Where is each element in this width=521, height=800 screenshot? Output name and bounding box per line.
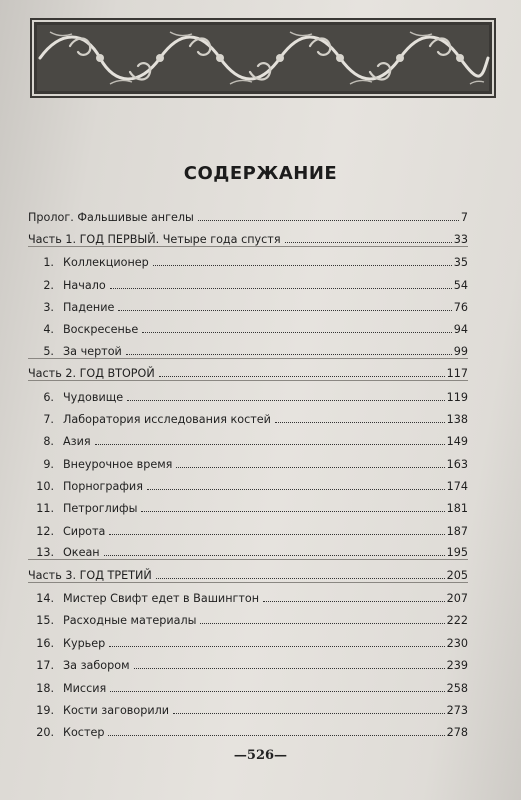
toc-entry-chapter-12[interactable] (28, 515, 468, 537)
toc-entry-number: 3. (43, 300, 54, 314)
dot-leader (275, 422, 445, 423)
toc-entry-page: 99 (453, 344, 468, 358)
toc-entry-number: 14. (36, 592, 54, 606)
toc-entry-label: Петроглифы (63, 502, 138, 516)
toc-entry-chapter-16[interactable] (28, 627, 468, 649)
toc-entry-label: Лаборатория исследования костей (63, 412, 271, 426)
toc-entry-label: Костер (63, 726, 105, 740)
toc-entry-number: 4. (43, 323, 54, 337)
toc-entry-number: 17. (36, 659, 54, 673)
toc-entry-page: 94 (453, 323, 468, 337)
toc-entry-page: 278 (446, 726, 468, 740)
toc-entry-number: 18. (36, 681, 54, 695)
dot-leader (285, 242, 452, 243)
toc-entry-label: Падение (63, 300, 115, 314)
toc-entry-chapter-19[interactable] (28, 695, 468, 717)
toc-entry-page: 239 (446, 659, 468, 673)
toc-entry-label: За забором (63, 659, 130, 673)
toc-entry-chapter-8[interactable] (28, 426, 468, 448)
toc-entry-label: Коллекционер (63, 256, 149, 270)
toc-entry-label: Расходные материалы (63, 614, 197, 628)
dot-leader (141, 511, 444, 512)
toc-entry-number: 10. (36, 480, 54, 494)
toc-entry-page: 117 (446, 367, 468, 381)
toc-entry-chapter-13[interactable] (28, 538, 468, 560)
dot-leader (200, 623, 444, 624)
toc-entry-label: Океан (63, 546, 100, 560)
toc-entry-number: 15. (36, 614, 54, 628)
page-number: —526— (233, 748, 288, 763)
toc-entry-label: Часть 3. ГОД ТРЕТИЙ (28, 568, 152, 582)
toc-entry-page: 7 (460, 211, 468, 225)
dot-leader (110, 288, 452, 289)
dot-leader (173, 713, 445, 714)
toc-entry-number: 1. (43, 256, 54, 270)
toc-entry-label: За чертой (63, 344, 122, 358)
toc-entry-label: Часть 2. ГОД ВТОРОЙ (28, 367, 155, 381)
toc-title: СОДЕРЖАНИЕ (183, 163, 338, 184)
toc-entry-page: 163 (446, 457, 468, 471)
toc-entry-number: 20. (36, 726, 54, 740)
toc-entry-page: 119 (446, 390, 468, 404)
toc-entry-number: 11. (36, 502, 54, 516)
dot-leader (126, 354, 452, 355)
toc-entry-label: Кости заговорили (63, 703, 170, 717)
dot-leader (156, 578, 445, 579)
toc-entry-number: 12. (36, 524, 54, 538)
toc-entry-part-1[interactable] (28, 224, 468, 246)
toc-entry-chapter-6[interactable] (28, 381, 468, 403)
toc-entry-label: Пролог. Фальшивые ангелы (28, 211, 194, 225)
dot-leader (127, 400, 444, 401)
toc-entry-label: Курьер (63, 636, 106, 650)
toc-entry-page: 138 (446, 412, 468, 426)
toc-entry-page: 149 (446, 435, 468, 449)
toc-entry-chapter-7[interactable] (28, 404, 468, 426)
dot-leader (263, 601, 445, 602)
dot-leader (108, 735, 444, 736)
toc-entry-chapter-11[interactable] (28, 493, 468, 515)
toc-entry-label: Миссия (63, 681, 107, 695)
toc-entry-prologue[interactable] (28, 202, 468, 224)
dot-leader (147, 489, 445, 490)
dot-leader (159, 376, 445, 377)
toc-entry-label: Азия (63, 435, 91, 449)
toc-entry-page: 35 (453, 256, 468, 270)
toc-entry-page: 222 (446, 614, 468, 628)
toc-entry-label: Воскресенье (63, 323, 139, 337)
dot-leader (109, 646, 444, 647)
toc-entry-number: 7. (43, 412, 54, 426)
toc-entry-chapter-3[interactable] (28, 292, 468, 314)
toc-entry-page: 195 (446, 546, 468, 560)
toc-entry-number: 6. (43, 390, 54, 404)
toc-entry-chapter-9[interactable] (28, 448, 468, 470)
toc-entry-label: Сирота (63, 524, 106, 538)
toc-entry-chapter-4[interactable] (28, 314, 468, 336)
dot-leader (118, 310, 451, 311)
toc-entry-page: 207 (446, 592, 468, 606)
toc-entry-number: 2. (43, 278, 54, 292)
dot-leader (134, 668, 445, 669)
toc-entry-page: 205 (446, 568, 468, 582)
toc-entry-chapter-1[interactable] (28, 247, 468, 269)
toc-entry-page: 273 (446, 703, 468, 717)
toc-entry-number: 16. (36, 636, 54, 650)
toc-entry-page: 230 (446, 636, 468, 650)
dot-leader (95, 444, 445, 445)
dot-leader (153, 265, 452, 266)
toc-entry-label: Порнография (63, 480, 143, 494)
toc-entry-label: Мистер Свифт едет в Вашингтон (63, 592, 260, 606)
toc-entry-part-3[interactable] (28, 560, 468, 582)
toc-entry-label: Начало (63, 278, 106, 292)
toc-entry-chapter-2[interactable] (28, 269, 468, 291)
toc-entry-number: 13. (36, 546, 54, 560)
toc-entry-label: Часть 1. ГОД ПЕРВЫЙ. Четыре года спустя (28, 232, 281, 246)
toc-entry-chapter-20[interactable] (28, 717, 468, 739)
dot-leader (109, 534, 444, 535)
toc-entry-page: 258 (446, 681, 468, 695)
toc-entry-label: Чудовище (63, 390, 124, 404)
toc-list (28, 202, 468, 739)
dot-leader (110, 691, 444, 692)
toc-entry-page: 54 (453, 278, 468, 292)
dot-leader (104, 555, 445, 556)
toc-entry-page: 76 (453, 300, 468, 314)
toc-entry-chapter-14[interactable] (28, 583, 468, 605)
toc-entry-chapter-15[interactable] (28, 605, 468, 627)
toc-entry-number: 8. (43, 435, 54, 449)
toc-entry-page: 33 (453, 232, 468, 246)
toc-entry-page: 181 (446, 502, 468, 516)
acanthus-ornament-icon (30, 18, 496, 98)
dot-leader (142, 332, 452, 333)
toc-entry-number: 19. (36, 703, 54, 717)
toc-entry-chapter-17[interactable] (28, 650, 468, 672)
dot-leader (198, 220, 459, 221)
toc-entry-part-2[interactable] (28, 359, 468, 381)
toc-entry-chapter-5[interactable] (28, 336, 468, 358)
toc-entry-page: 174 (446, 480, 468, 494)
toc-entry-page: 187 (446, 524, 468, 538)
toc-entry-number: 9. (43, 457, 54, 471)
toc-entry-label: Внеурочное время (63, 457, 173, 471)
toc-entry-chapter-18[interactable] (28, 672, 468, 694)
dot-leader (176, 467, 444, 468)
toc-entry-number: 5. (43, 344, 54, 358)
toc-entry-chapter-10[interactable] (28, 471, 468, 493)
